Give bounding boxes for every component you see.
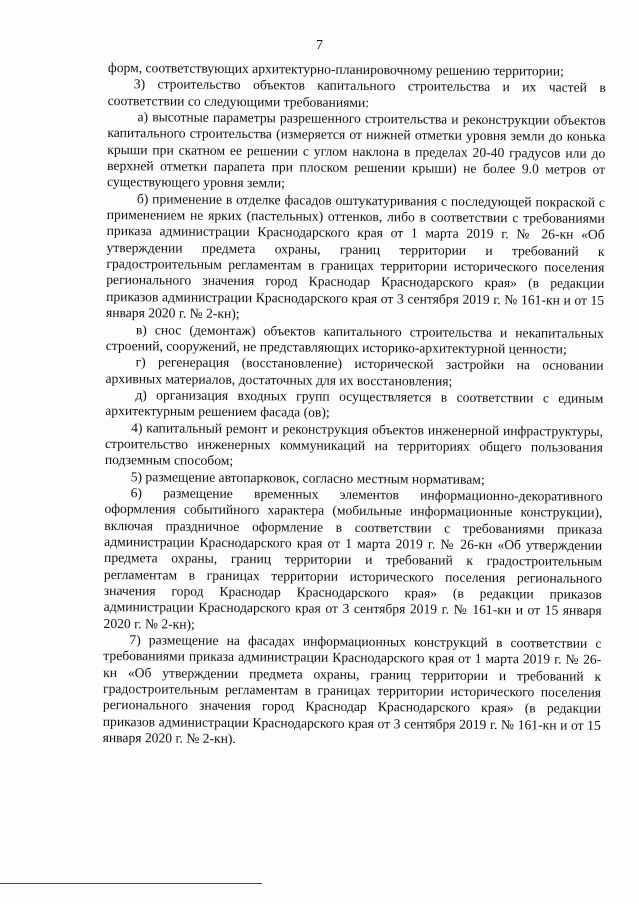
paragraph-item-3b: б) применение в отделке фасадов оштукатуривания с последующей покраской с применением не ярких (пастельных) оттенков, либо в соответствии с требованиями приказа администрации Краснодарского края от 1 марта 2019 г. № 26-кн «Об утверждении предмета охраны, границ территории и требований к градостроительным регламентам в границах территории исторического поселения регионального значения город Краснодар Краснодарского края» (в редакции приказов администрации Краснодарского края от 3 сентября 2019 г. № 161-кн и от 15 января 2020 г. № 2-кн); xyxy=(105,190,605,322)
paragraph-item-3: 3) строительство объектов капитального строительства и их частей в соответствии со следующими требованиями: xyxy=(107,76,606,110)
paragraph-item-3a: а) высотные параметры разрешенного строительства и реконструкции объектов капитального строительства (измеряется от нижней отметки уровня земли до конька крыши при скатном ее решении с углом наклона в пределах 20-40 градусов или до верхней отметки парапета при плоском решении крыши) не более 9.0 метров от существующего уровня земли; xyxy=(106,109,606,191)
paragraph-item-3v: в) снос (демонтаж) объектов капитального строительства и некапитальных строений, сооружений, не представляющих историко-архитектурной ценности; xyxy=(105,321,604,357)
footer-rule xyxy=(0,883,262,884)
paragraph-item-3d: д) организация входных групп осуществляется в соответствии с единым архитектурным решением фасада (ов); xyxy=(105,387,604,420)
page-number: 7 xyxy=(316,38,323,53)
paragraph-item-5: 5) размещение автопарковок, согласно местным нормативам; xyxy=(130,468,485,487)
paragraph-item-7: 7) размещение на фасадах информационных конструкций в соответствии с требованиями приказа администрации Краснодарского края от 1 марта 2019 г. № 26-кн «Об утверждении предмета охраны, границ территории и требований к градостроительным регламентам в границах территории исторического поселения регионального значения город Краснодар Краснодарского края» (в редакции приказов администрации Краснодарского края от 3 сентября 2019 г. № 161-кн и от 15 января 2020 г. № 2-кн). xyxy=(102,632,602,747)
paragraph-item-4: 4) капитальный ремонт и реконструкция объектов инженерной инфраструктуры, строительство инженерных коммуникаций на территориях общего пользования подземным способом; xyxy=(104,419,604,469)
paragraph-continuation: форм, соответствующих архитектурно-планировочному решению территории; xyxy=(107,60,564,79)
paragraph-item-6: 6) размещение временных элементов информационно-декоративного оформления событийного характера (мобильные информационные конструкции), включая праздничное оформление в соответствии с требованиями приказа администрации Краснодарского края от 1 марта 2019 г. № 26-кн «Об утверждении предмета охраны, границ территории и требований к градостроительным регламентам в границах территории исторического поселения регионального значения город Краснодар Краснодарского края» (в редакции приказов администрации Краснодарского края от 3 сентября 2019 г. № 161-кн и от 15 января 2020 г. № 2-кн); xyxy=(103,485,603,632)
paragraph-item-3g: г) регенерация (восстановление) исторической застройки на основании архивных материалов, достаточных для их восстановления; xyxy=(105,354,604,389)
document-body xyxy=(103,60,606,750)
